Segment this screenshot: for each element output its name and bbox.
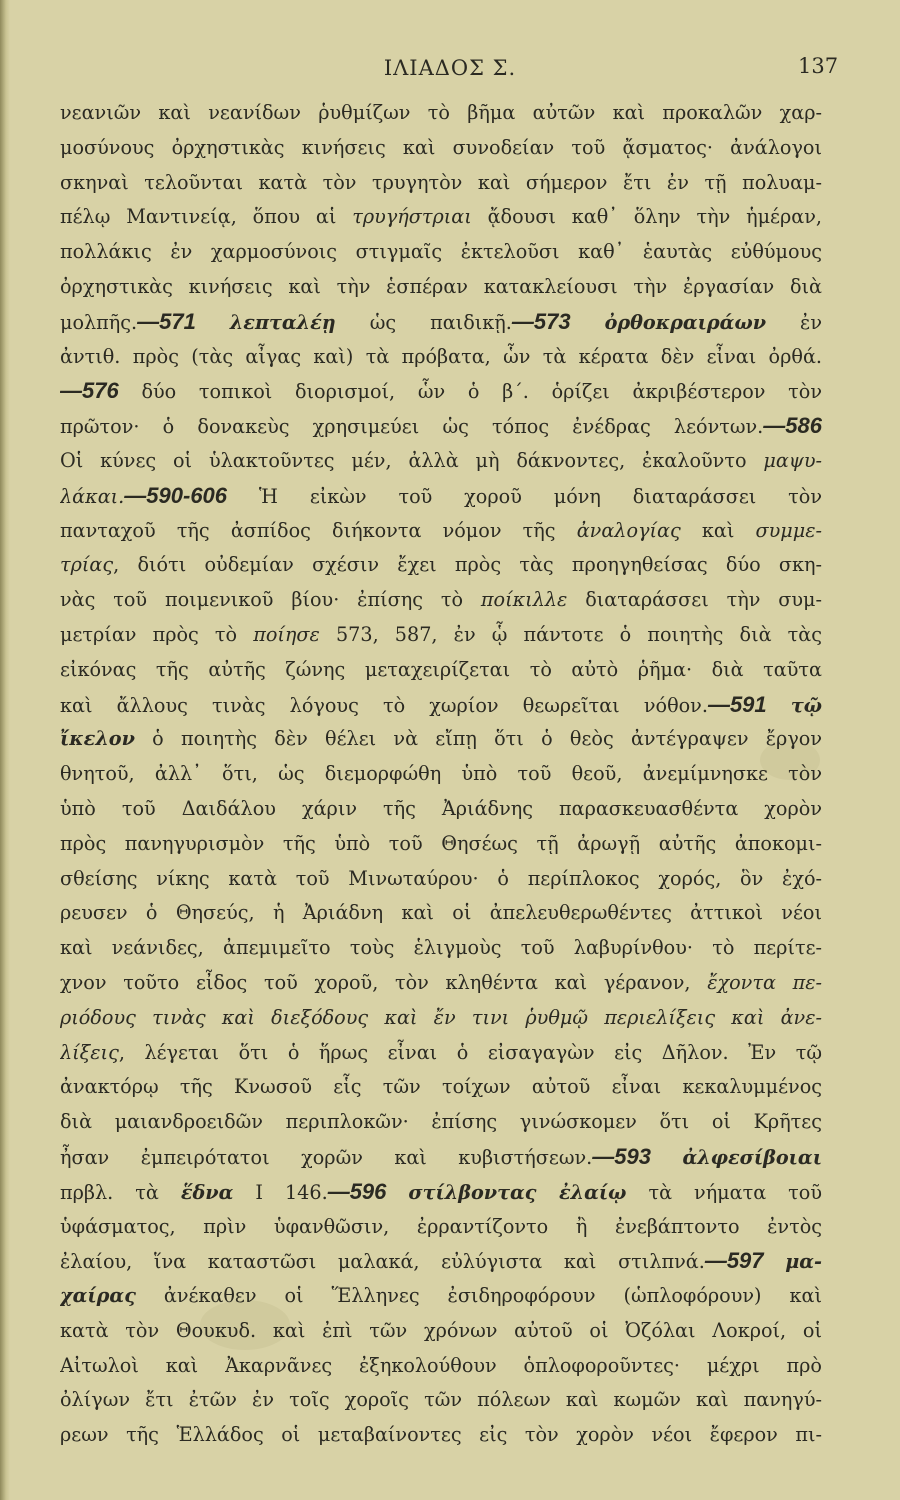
text-line: [60, 1001, 822, 1036]
text-run: πρβλ. τὰ: [60, 1180, 181, 1204]
verse-number: —597: [704, 1248, 786, 1274]
verse-number: —586: [763, 413, 822, 439]
text-line: [60, 1105, 822, 1140]
text-line: [60, 479, 822, 514]
text-run: Αἰτωλοὶ καὶ Ἀκαρνᾶνες ἐξηκολούθουν ὁπλοφοροῦντες· μέχρι πρὸ: [60, 1353, 822, 1377]
text-run: πρὸς πανηγυρισμὸν τῆς ὑπὸ τοῦ Θησέως τῇ ἀρωγῇ αὐτῆς ἀποκομι-: [60, 831, 822, 855]
text-run: μολπῆς.: [60, 310, 138, 334]
verse-number: —596: [327, 1178, 409, 1204]
italic-term: τρίας: [60, 553, 114, 577]
page-binding-edge: [0, 0, 10, 1500]
text-run: εἰκόνας τῆς αὐτῆς ζώνης μεταχειρίζεται τὸ αὐτὸ ῥῆμα· διὰ ταῦτα: [60, 657, 822, 681]
text-line: [60, 409, 822, 444]
text-line: [60, 1418, 822, 1453]
text-line: [60, 1244, 822, 1279]
lemma-term: μα-: [785, 1250, 822, 1274]
verse-number: —591: [707, 691, 791, 717]
text-line: [60, 514, 822, 549]
text-run: 573, 587, ἐν ᾧ πάντοτε ὁ ποιητὴς διὰ τὰς: [319, 622, 822, 646]
text-line: [60, 166, 822, 201]
italic-term: ποίκιλλε: [480, 588, 568, 612]
verse-number: —593: [592, 1143, 683, 1169]
text-line: [60, 131, 822, 166]
text-line: [60, 1383, 822, 1418]
text-run: πρῶτον· ὁ δονακεὺς χρησιμεύει ὡς τόπος ἐνέδρας λεόντων.: [60, 415, 764, 439]
text-line: [60, 340, 822, 375]
lemma-term: τῷ: [790, 693, 822, 717]
text-line: [60, 792, 822, 827]
text-line: [60, 583, 822, 618]
italic-term: λάκαι.: [60, 484, 125, 508]
text-line: [60, 1175, 822, 1210]
lemma-term: χαίρας: [60, 1284, 136, 1308]
text-run: πολλάκις ἐν χαρμοσύνοις στιγμαῖς ἐκτελοῦσι καθ᾽ ἑαυτὰς εὐθύμους: [60, 240, 822, 264]
text-run: χνον τοῦτο εἶδος τοῦ χοροῦ, τὸν κληθέντα καὶ γέρανον,: [60, 970, 708, 994]
text-line: [60, 618, 822, 653]
text-run: σθείσης νίκης κατὰ τοῦ Μινωταύρου· ὁ περίπλοκος χορός, ὃν ἐχό-: [60, 866, 822, 890]
text-run: ρευσεν ὁ Θησεύς, ἡ Ἀριάδνη καὶ οἱ ἀπελευθερωθέντες ἀττικοὶ νέοι: [60, 901, 822, 925]
italic-term: ἀναλογίας: [576, 518, 681, 542]
text-line: [60, 270, 822, 305]
text-run: , λέγεται ὅτι ὁ ἥρως εἶναι ὁ εἰσαγαγὼν εἰς Δῆλον. Ἐν τῷ: [118, 1040, 822, 1064]
text-line: [60, 1210, 822, 1245]
text-line: [60, 1279, 822, 1314]
italic-term: συμμε-: [755, 518, 822, 542]
text-line: [60, 444, 822, 479]
text-run: καὶ: [680, 518, 756, 542]
text-run: ἀνακτόρῳ τῆς Κνωσοῦ εἷς τῶν τοίχων αὐτοῦ εἶναι κεκαλυμμένος: [60, 1075, 822, 1099]
text-line: [60, 1314, 822, 1349]
text-run: διαταράσσει τὴν συμ-: [567, 588, 822, 612]
italic-term: λίξεις: [60, 1040, 119, 1064]
verse-number: —576: [60, 378, 142, 404]
text-run: νεανιῶν καὶ νεανίδων ῥυθμίζων τὸ βῆμα αὐτῶν καὶ προκαλῶν χαρ-: [60, 101, 822, 124]
text-run: δύο τοπικοὶ διορισμοί, ὧν ὁ β΄. ὁρίζει ἀκριβέστερον τὸν: [141, 380, 822, 404]
text-run: ὑφάσματος, πρὶν ὑφανθῶσιν, ἐρραντίζοντο ἢ ἐνεβάπτοντο ἐντὸς: [60, 1214, 822, 1238]
page-number: 137: [798, 54, 839, 78]
text-line: [60, 653, 822, 688]
text-line: [60, 827, 822, 862]
text-run: καὶ νεάνιδες, ἀπεμιμεῖτο τοὺς ἑλιγμοὺς τοῦ λαβυρίνθου· τὸ περίτε-: [60, 936, 822, 960]
lemma-term: λεπταλέῃ: [229, 310, 336, 334]
text-run: ἐν: [766, 310, 822, 334]
text-run: καὶ ἄλλους τινὰς λόγους τὸ χωρίον θεωρεῖται νόθον.: [60, 693, 708, 717]
lemma-term: ὀρθοκραιράων: [604, 310, 767, 334]
text-line: [60, 1140, 822, 1175]
page-body-text: [60, 96, 822, 1453]
text-run: ὑπὸ τοῦ Δαιδάλου χάριν τῆς Ἀριάδνης παρασκευασθέντα χορὸν: [60, 796, 822, 820]
italic-term: ἔχοντα πε-: [707, 970, 822, 994]
text-run: ὀρχηστικὰς κινήσεις καὶ τὴν ἑσπέραν κατακλείουσι τὴν ἐργασίαν διὰ: [60, 274, 822, 298]
text-line: [60, 966, 822, 1001]
text-run: ᾄδουσι καθ᾽ ὅλην τὴν ἡμέραν,: [471, 205, 822, 229]
italic-term: μαψυ-: [763, 448, 822, 472]
text-run: Ι 146.: [233, 1180, 328, 1204]
verse-number: —573: [511, 308, 605, 334]
text-line: [60, 235, 822, 270]
lemma-term: στίλβοντας ἐλαίῳ: [408, 1180, 627, 1204]
text-run: , διότι οὐδεμίαν σχέσιν ἔχει πρὸς τὰς προηγηθείσας δύο σκη-: [113, 553, 822, 577]
text-line: [60, 200, 822, 235]
text-run: τὰ νήματα τοῦ: [626, 1180, 822, 1204]
lemma-term: ἕδνα: [180, 1180, 234, 1204]
text-run: Οἱ κύνες οἱ ὑλακτοῦντες μέν, ἀλλὰ μὴ δάκνοντες, ἐκαλοῦντο: [60, 448, 764, 472]
text-line: [60, 1036, 822, 1071]
text-line: [60, 862, 822, 897]
text-line: [60, 1349, 822, 1384]
lemma-term: ἴκελον: [60, 727, 135, 751]
text-run: θνητοῦ, ἀλλ᾽ ὅτι, ὡς διεμορφώθη ὑπὸ τοῦ θεοῦ, ἀνεμίμνησκε τὸν: [60, 762, 822, 786]
text-line: [60, 688, 822, 723]
italic-term: ριόδους τινὰς καὶ διεξόδους καὶ ἔν τινι ῥυθμῷ περιελίξεις καὶ ἀνε-: [60, 1005, 822, 1029]
text-run: ἦσαν ἐμπειρότατοι χορῶν καὶ κυβιστήσεων.: [60, 1145, 593, 1169]
text-run: ὀλίγων ἔτι ἐτῶν ἐν τοῖς χοροῖς τῶν πόλεων καὶ κωμῶν καὶ πανηγύ-: [60, 1388, 822, 1412]
text-line: [60, 96, 822, 131]
running-title: ΙΛΙΑΔΟΣ Σ.: [383, 56, 517, 80]
text-line: [60, 931, 822, 966]
text-line: [60, 305, 822, 340]
text-line: [60, 757, 822, 792]
text-run: κατὰ τὸν Θουκυδ. καὶ ἐπὶ τῶν χρόνων αὐτοῦ οἱ Ὀζόλαι Λοκροί, οἱ: [60, 1318, 822, 1342]
text-run: ἀντιθ. πρὸς (τὰς αἶγας καὶ) τὰ πρόβατα, ὧν τὰ κέρατα δὲν εἶναι ὀρθά.: [60, 344, 822, 368]
verse-number: —571: [137, 308, 230, 334]
text-run: νὰς τοῦ ποιμενικοῦ βίου· ἐπίσης τὸ: [60, 588, 481, 612]
text-line: [60, 722, 822, 757]
text-run: ὁ ποιητὴς δὲν θέλει νὰ εἴπῃ ὅτι ὁ θεὸς ἀντέγραψεν ἔργον: [134, 727, 822, 751]
text-run: ὡς παιδικῇ.: [335, 310, 512, 334]
italic-term: ποίησε: [253, 622, 320, 646]
text-run: σκηναὶ τελοῦνται κατὰ τὸν τρυγητὸν καὶ σήμερον ἔτι ἐν τῇ πολυαμ-: [60, 170, 822, 194]
italic-term: τρυγήστριαι: [352, 205, 472, 229]
text-run: ἐλαίου, ἵνα καταστῶσι μαλακά, εὐλύγιστα καὶ στιλπνά.: [60, 1250, 705, 1274]
text-run: πέλῳ Μαντινείᾳ, ὅπου αἱ: [60, 205, 353, 229]
lemma-term: ἀλφεσίβοιαι: [682, 1145, 822, 1169]
text-run: ρεων τῆς Ἑλλάδος οἱ μεταβαίνοντες εἰς τὸν χορὸν νέοι ἔφερον πι-: [60, 1423, 822, 1447]
text-line: [60, 374, 822, 409]
text-run: διὰ μαιανδροειδῶν περιπλοκῶν· ἐπίσης γινώσκομεν ὅτι οἱ Κρῆτες: [60, 1110, 822, 1134]
text-run: πανταχοῦ τῆς ἀσπίδος διήκοντα νόμον τῆς: [60, 518, 577, 542]
text-run: ἀνέκαθεν οἱ Ἕλληνες ἐσιδηροφόρουν (ὡπλοφόρουν) καὶ: [135, 1284, 822, 1308]
text-line: [60, 896, 822, 931]
text-run: Ἡ εἰκὼν τοῦ χοροῦ μόνη διαταράσσει τὸν: [258, 484, 822, 508]
text-run: μοσύνους ὀρχηστικὰς κινήσεις καὶ συνοδείαν τοῦ ᾄσματος· ἀνάλογοι: [60, 135, 822, 159]
text-run: μετρίαν πρὸς τὸ: [60, 622, 254, 646]
verse-number: —590-606: [124, 482, 259, 508]
text-line: [60, 1070, 822, 1105]
text-line: [60, 548, 822, 583]
